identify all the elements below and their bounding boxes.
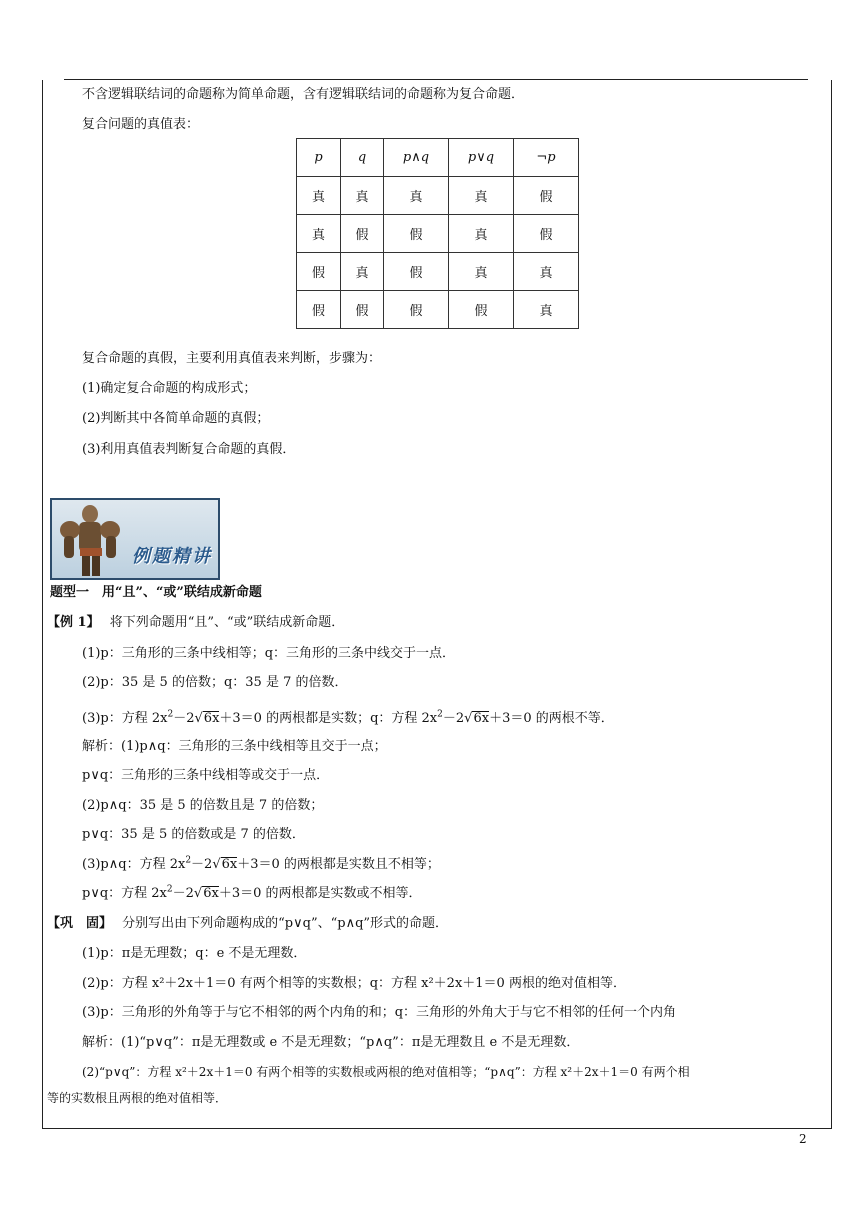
header-p: p xyxy=(297,139,341,177)
consolidate-prompt: 分别写出由下列命题构成的“p∨q”、“p∧q”形式的命题． xyxy=(122,916,449,931)
radicand: 6x xyxy=(203,711,220,726)
consolidate-heading xyxy=(47,915,448,933)
consolidate-item-2: (2)p：方程 x²＋2x＋1＝0 有两个相等的实数根；q：方程 x²＋2x＋1＝0 两根的绝对值相等． xyxy=(82,976,626,991)
step-2: (2)判断其中各简单命题的真假； xyxy=(82,411,270,426)
frame-left-border xyxy=(42,80,43,1128)
sqrt-sign-icon: √ xyxy=(194,711,203,726)
step-1: (1)确定复合命题的构成形式； xyxy=(82,381,257,396)
table-cell: 真 xyxy=(297,177,341,215)
table-cell: 假 xyxy=(384,253,449,291)
table-cell: 假 xyxy=(449,291,514,329)
solution-label: 解析： xyxy=(82,739,122,754)
solution-3b: p∨q：方程 $2x^2-2√6x+3=0$ 的两根都是实数或不相等． xyxy=(82,884,422,901)
truth-table-title: 复合问题的真值表： xyxy=(82,117,200,132)
section-title: 题型一 用“且”、“或”联结成新命题 xyxy=(50,585,262,600)
warrior-figure-icon xyxy=(52,500,142,580)
sqrt-sign-icon: √ xyxy=(464,711,473,726)
table-cell: 真 xyxy=(449,177,514,215)
consolidate-answer-2b: 等的实数根且两根的绝对值相等． xyxy=(47,1091,228,1105)
text-span: ＋3＝0 的两根不等． xyxy=(489,711,614,726)
example-item-1: (1)p：三角形的三条中线相等；q：三角形的三条中线交于一点． xyxy=(82,646,456,661)
table-cell: 真 xyxy=(514,291,579,329)
text-span: －2 xyxy=(191,857,213,872)
text-span: ＋3＝0 的两根都是实数；q：方程 2x xyxy=(219,711,438,726)
solution-2b: p∨q：35 是 5 的倍数或是 7 的倍数． xyxy=(82,827,305,842)
table-cell: 假 xyxy=(297,291,341,329)
table-cell: 真 xyxy=(341,253,384,291)
table-cell: 假 xyxy=(514,215,579,253)
table-cell: 假 xyxy=(384,291,449,329)
truth-table xyxy=(296,138,579,329)
header-rule xyxy=(64,79,808,80)
table-cell: 假 xyxy=(297,253,341,291)
radicand: 6x xyxy=(473,711,490,726)
table-cell: 真 xyxy=(341,177,384,215)
sqrt-sign-icon: √ xyxy=(193,886,203,901)
steps-lead: 复合命题的真假，主要利用真值表来判断，步骤为： xyxy=(82,351,382,366)
solution-1a xyxy=(82,738,387,756)
table-cell: 真 xyxy=(384,177,449,215)
radicand: 6x xyxy=(221,857,238,872)
table-cell: 假 xyxy=(341,215,384,253)
example-item-2: (2)p：35 是 5 的倍数；q：35 是 7 的倍数． xyxy=(82,675,348,690)
consolidate-item-1: (1)p：π是无理数；q：e 不是无理数． xyxy=(82,946,307,961)
table-cell: 假 xyxy=(514,177,579,215)
example-prompt: 将下列命题用“且”、“或”联结成新命题． xyxy=(109,615,345,630)
header-p-or-q: p∨q xyxy=(449,139,514,177)
example-label: 【例 1】 xyxy=(47,615,100,630)
text-span: －2 xyxy=(442,711,465,726)
header-p-and-q: p∧q xyxy=(384,139,449,177)
header-not-p: ¬p xyxy=(514,139,579,177)
text-span: ＋3＝0 的两根都是实数且不相等； xyxy=(237,857,440,872)
text-span: p∨q：方程 2x xyxy=(82,886,167,901)
text-span: (1)p∧q：三角形的三条中线相等且交于一点； xyxy=(121,739,387,754)
table-row xyxy=(297,253,579,291)
consolidate-label: 【巩 固】 xyxy=(47,916,113,931)
truth-table-header-row xyxy=(297,139,579,177)
table-cell: 假 xyxy=(384,215,449,253)
banner-title: 例题精讲 xyxy=(132,546,212,567)
consolidate-answer-1: 解析：(1)“p∨q”：π是无理数或 e 不是无理数；“p∧q”：π是无理数且 e 不是无理数． xyxy=(82,1035,580,1050)
example-1-heading xyxy=(47,614,344,632)
text-span: －2 xyxy=(172,886,194,901)
text-span: (3)p∧q：方程 2x xyxy=(82,857,186,872)
definition-text: 不含逻辑联结词的命题称为简单命题，含有逻辑联结词的命题称为复合命题． xyxy=(82,87,525,102)
page-number: 2 xyxy=(799,1132,807,1146)
frame-right-border xyxy=(831,80,832,1128)
example-item-3: (3)p：方程 $2x^2-2√6x+3=0$ 的两根都是实数；q：方程 $2x^2-2√6x+3=0$ 的两根不等． xyxy=(82,709,614,726)
radicand: 6x xyxy=(203,886,219,901)
table-row xyxy=(297,215,579,253)
example-banner xyxy=(50,498,220,580)
table-cell: 真 xyxy=(514,253,579,291)
table-row xyxy=(297,291,579,329)
sqrt-sign-icon: √ xyxy=(212,857,221,872)
text-span: －2 xyxy=(173,711,195,726)
consolidate-item-3: (3)p：三角形的外角等于与它不相邻的两个内角的和；q：三角形的外角大于与它不相邻的任何一个内角 xyxy=(82,1005,677,1020)
table-cell: 真 xyxy=(297,215,341,253)
table-cell: 真 xyxy=(449,253,514,291)
text-span: (3)p：方程 2x xyxy=(82,711,168,726)
frame-bottom-border xyxy=(42,1128,832,1129)
table-cell: 假 xyxy=(341,291,384,329)
header-q: q xyxy=(341,139,384,177)
text-span: ＋3＝0 的两根都是实数或不相等． xyxy=(218,886,422,901)
solution-1b: p∨q：三角形的三条中线相等或交于一点． xyxy=(82,768,330,783)
solution-3a: (3)p∧q：方程 $2x^2-2√6x+3=0$ 的两根都是实数且不相等； xyxy=(82,855,440,872)
solution-2a: (2)p∧q：35 是 5 的倍数且是 7 的倍数； xyxy=(82,798,324,813)
table-row xyxy=(297,177,579,215)
step-3: (3)利用真值表判断复合命题的真假． xyxy=(82,442,296,457)
table-cell: 真 xyxy=(449,215,514,253)
consolidate-answer-2a: (2)“p∨q”：方程 x²＋2x＋1＝0 有两个相等的实数根或两根的绝对值相等；“p∧q”：方程 x²＋2x＋1＝0 有两个相 xyxy=(82,1065,690,1079)
